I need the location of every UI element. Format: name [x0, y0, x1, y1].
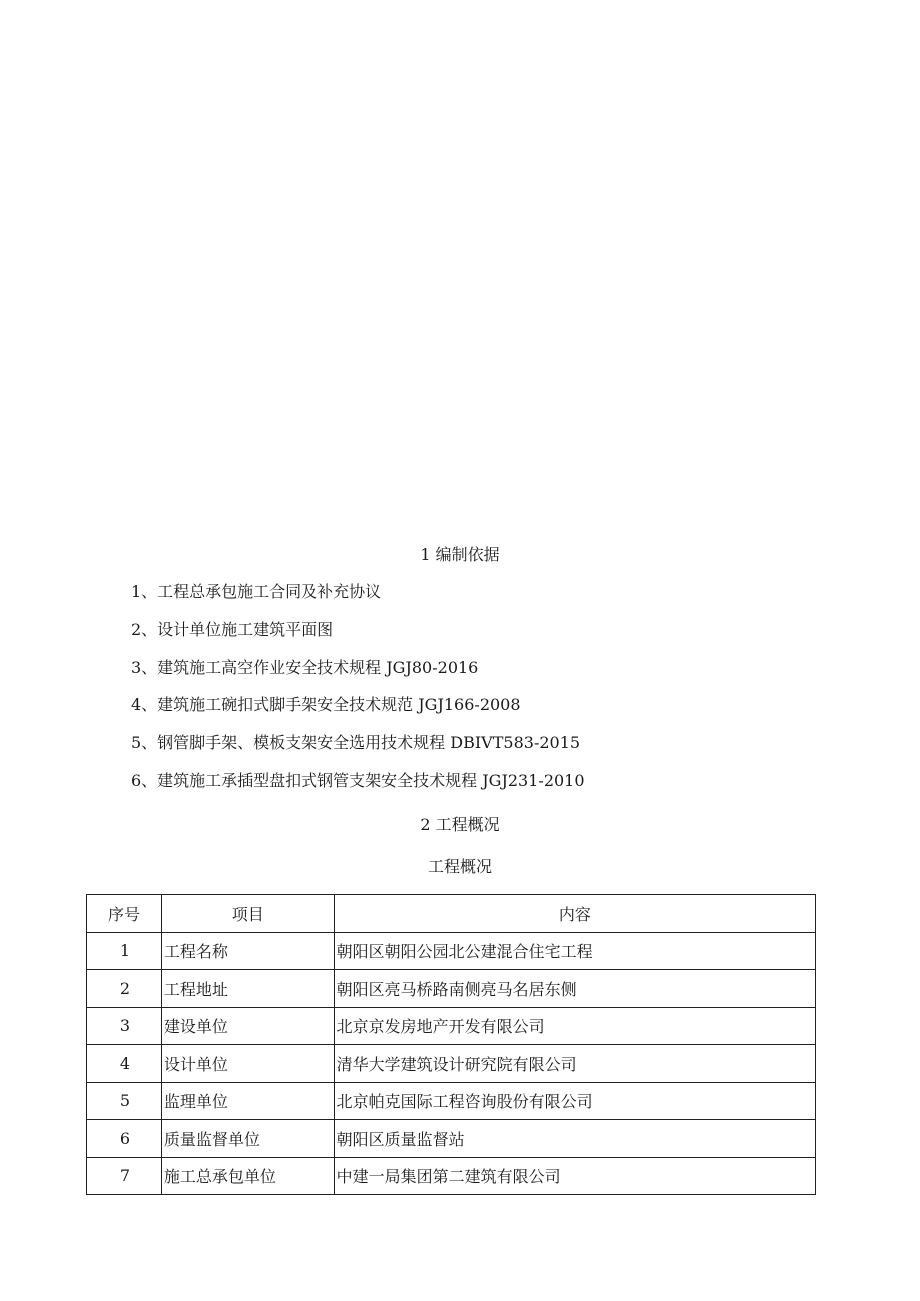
cell-content: 朝阳区质量监督站	[334, 1120, 815, 1158]
table-row	[87, 1007, 816, 1045]
cell-item: 质量监督单位	[161, 1120, 334, 1158]
table-row	[87, 1157, 816, 1195]
list-item: 2、设计单位施工建筑平面图	[131, 619, 334, 639]
table-row	[87, 932, 816, 970]
column-header-content: 内容	[334, 895, 815, 933]
cell-item: 施工总承包单位	[161, 1157, 334, 1195]
table-caption: 工程概况	[427, 857, 492, 876]
cell-content: 朝阳区亮马桥路南侧亮马名居东侧	[334, 970, 815, 1008]
cell-no: 1	[87, 932, 162, 970]
cell-no: 3	[87, 1007, 162, 1045]
table-header-row	[87, 895, 816, 933]
table-row	[87, 970, 816, 1008]
cell-item: 工程地址	[161, 970, 334, 1008]
cell-content: 中建一局集团第二建筑有限公司	[334, 1157, 815, 1195]
table-row	[87, 1120, 816, 1158]
section-1-title: 1 编制依据	[420, 545, 500, 564]
project-overview-table	[86, 894, 816, 1195]
table-row	[87, 1045, 816, 1083]
cell-no: 5	[87, 1082, 162, 1120]
cell-item: 工程名称	[161, 932, 334, 970]
cell-content: 北京帕克国际工程咨询股份有限公司	[334, 1082, 815, 1120]
cell-content: 清华大学建筑设计研究院有限公司	[334, 1045, 815, 1083]
column-header-no: 序号	[87, 895, 162, 933]
column-header-item: 项目	[161, 895, 334, 933]
cell-no: 7	[87, 1157, 162, 1195]
section-2-title: 2 工程概况	[420, 815, 500, 834]
cell-no: 4	[87, 1045, 162, 1083]
list-item: 4、建筑施工碗扣式脚手架安全技术规范 JGJ166-2008	[131, 695, 521, 715]
list-item: 5、钢管脚手架、模板支架安全选用技术规程 DBIVT583-2015	[131, 733, 581, 753]
cell-no: 2	[87, 970, 162, 1008]
list-item: 6、建筑施工承插型盘扣式钢管支架安全技术规程 JGJ231-2010	[131, 770, 585, 790]
list-item: 3、建筑施工高空作业安全技术规程 JGJ80-2016	[131, 657, 479, 677]
list-item: 1、工程总承包施工合同及补充协议	[131, 582, 382, 601]
cell-content: 朝阳区朝阳公园北公建混合住宅工程	[334, 932, 815, 970]
cell-no: 6	[87, 1120, 162, 1158]
table-row	[87, 1082, 816, 1120]
cell-item: 设计单位	[161, 1045, 334, 1083]
cell-content: 北京京发房地产开发有限公司	[334, 1007, 815, 1045]
compilation-basis-list	[131, 582, 585, 809]
cell-item: 建设单位	[161, 1007, 334, 1045]
cell-item: 监理单位	[161, 1082, 334, 1120]
